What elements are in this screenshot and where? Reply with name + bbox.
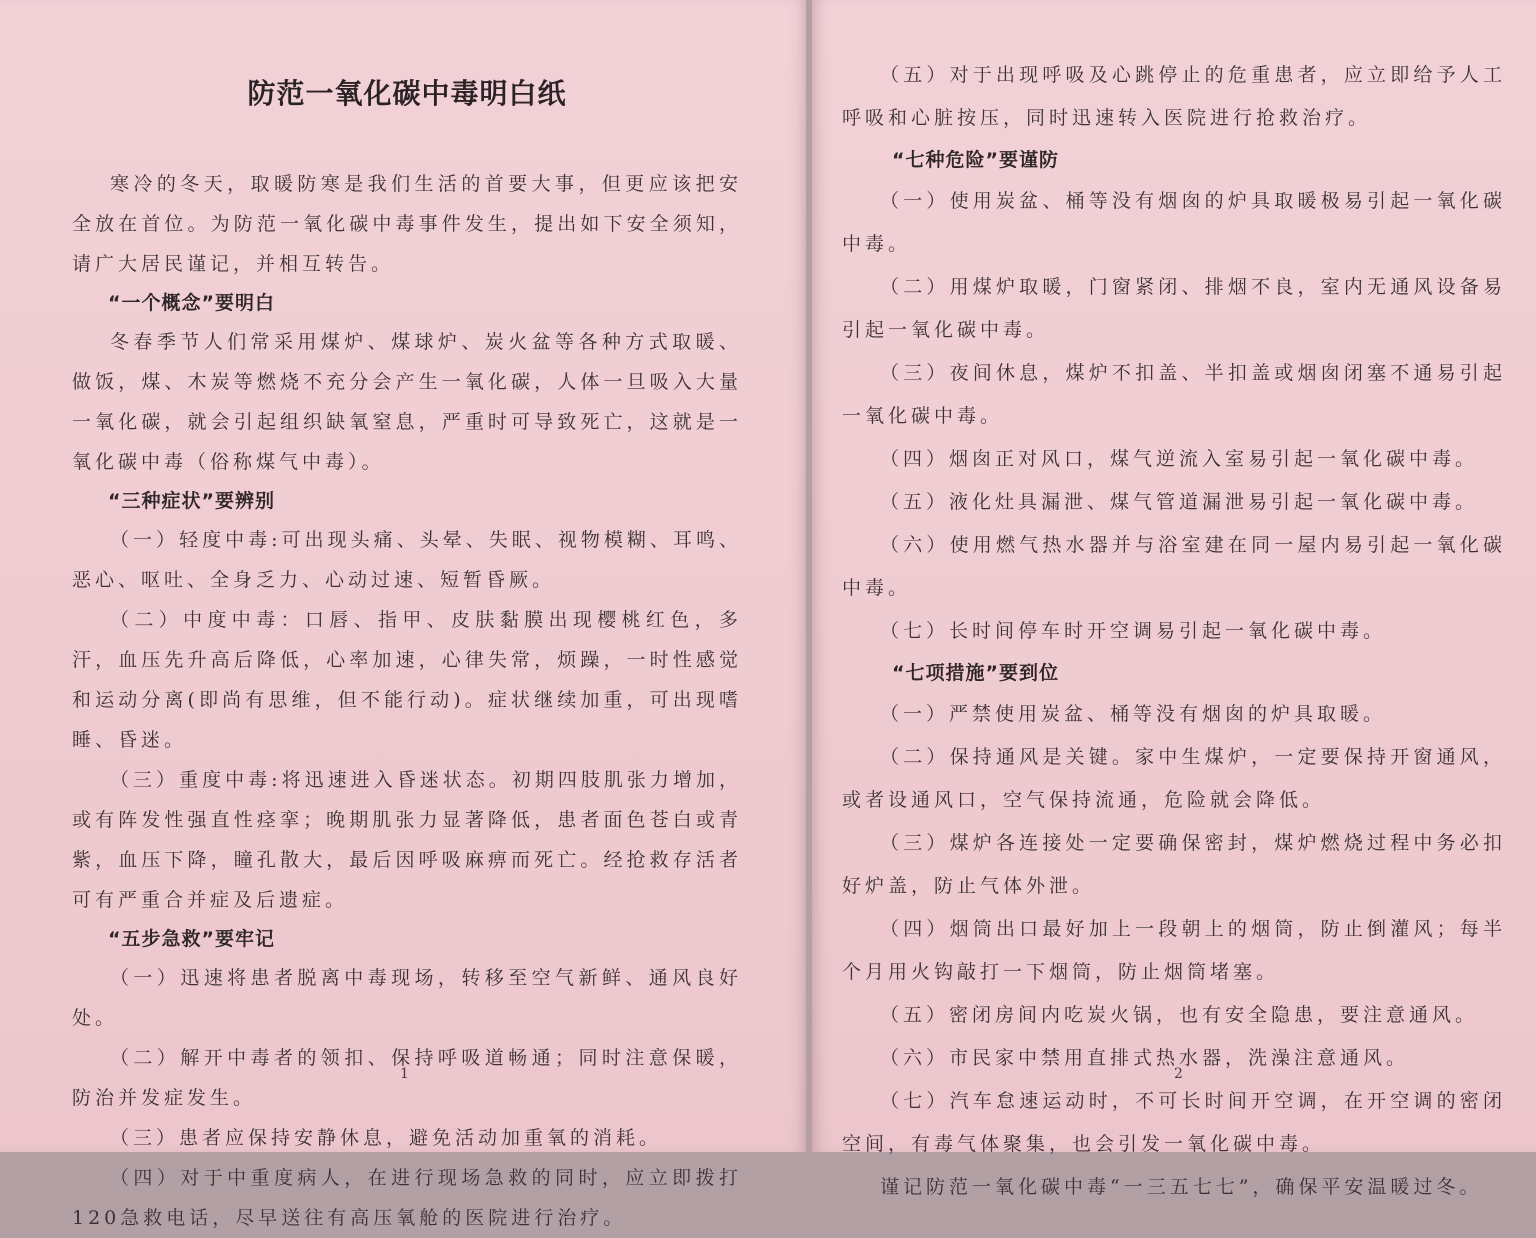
measure-item-6: （六）市民家中禁用直排式热水器，洗澡注意通风。 xyxy=(880,1047,1410,1069)
danger-item-4: （四）烟囱正对风口，煤气逆流入室易引起一氧化碳中毒。 xyxy=(880,448,1479,470)
closing-paragraph: 谨记防范一氧化碳中毒“一三五七七”，确保平安温暖过冬。 xyxy=(880,1176,1483,1198)
section-heading-first-aid: “五步急救”要牢记 xyxy=(108,928,275,950)
danger-item-6: （六）使用燃气热水器并与浴室建在同一屋内易引起一氧化碳中毒。 xyxy=(842,534,1506,599)
first-aid-step-2: （二）解开中毒者的领扣、保持呼吸道畅通；同时注意保暖，防治并发症发生。 xyxy=(72,1047,742,1109)
measure-item-1: （一）严禁使用炭盆、桶等没有烟囱的炉具取暖。 xyxy=(880,703,1387,725)
measure-item-5: （五）密闭房间内吃炭火锅，也有安全隐患，要注意通风。 xyxy=(880,1004,1479,1026)
measure-item-2: （二）保持通风是关键。家中生煤炉，一定要保持开窗通风，或者设通风口，空气保持流通，危险就会降低。 xyxy=(842,746,1506,811)
right-page xyxy=(812,0,1536,1198)
symptom-mild: （一）轻度中毒:可出现头痛、头晕、失眠、视物模糊、耳鸣、恶心、呕吐、全身乏力、心动过速、短暂昏厥。 xyxy=(72,529,742,591)
danger-item-2: （二）用煤炉取暖，门窗紧闭、排烟不良，室内无通风设备易引起一氧化碳中毒。 xyxy=(842,276,1506,341)
section-heading-concept: “一个概念”要明白 xyxy=(108,292,275,314)
measure-item-7: （七）汽车怠速运动时，不可长时间开空调，在开空调的密闭空间，有毒气体聚集，也会引发一氧化碳中毒。 xyxy=(842,1090,1506,1155)
section-heading-measures: “七项措施”要到位 xyxy=(892,662,1059,684)
danger-item-5: （五）液化灶具漏泄、煤气管道漏泄易引起一氧化碳中毒。 xyxy=(880,491,1479,513)
intro-paragraph: 寒冷的冬天，取暖防寒是我们生活的首要大事，但更应该把安全放在首位。为防范一氧化碳中毒事件发生，提出如下安全须知，请广大居民谨记，并相互转告。 xyxy=(72,173,742,275)
document-title: 防范一氧化碳中毒明白纸 xyxy=(247,77,567,110)
first-aid-step-4: （四）对于中重度病人，在进行现场急救的同时，应立即拨打120急救电话，尽早送往有高压氧舱的医院进行治疗。 xyxy=(72,1167,742,1229)
first-aid-step-1: （一）迅速将患者脱离中毒现场，转移至空气新鲜、通风良好处。 xyxy=(72,967,742,1029)
section-heading-dangers: “七种危险”要谨防 xyxy=(892,149,1059,171)
page-number: 1 xyxy=(400,1066,409,1082)
concept-paragraph: 冬春季节人们常采用煤炉、煤球炉、炭火盆等各种方式取暖、做饭，煤、木炭等燃烧不充分会产生一氧化碳，人体一旦吸入大量一氧化碳，就会引起组织缺氧窒息，严重时可导致死亡，这就是一氧化碳中毒（俗称煤气中毒）。 xyxy=(72,331,742,473)
danger-item-7: （七）长时间停车时开空调易引起一氧化碳中毒。 xyxy=(880,620,1387,642)
measure-item-3: （三）煤炉各连接处一定要确保密封，煤炉燃烧过程中务必扣好炉盖，防止气体外泄。 xyxy=(842,832,1506,897)
symptom-severe: （三）重度中毒:将迅速进入昏迷状态。初期四肢肌张力增加，或有阵发性强直性痉挛；晚期肌张力显著降低，患者面色苍白或青紫，血压下降，瞳孔散大，最后因呼吸麻痹而死亡。经抢救存活者可有严重合并症及后遗症。 xyxy=(72,769,742,911)
danger-item-3: （三）夜间休息，煤炉不扣盖、半扣盖或烟囱闭塞不通易引起一氧化碳中毒。 xyxy=(842,362,1506,427)
symptom-moderate: （二）中度中毒：口唇、指甲、皮肤黏膜出现樱桃红色，多汗，血压先升高后降低，心率加速，心律失常，烦躁，一时性感觉和运动分离(即尚有思维，但不能行动)。症状继续加重，可出现嗜睡、昏迷。 xyxy=(72,609,742,751)
page-number: 2 xyxy=(1174,1066,1183,1082)
danger-item-1: （一）使用炭盆、桶等没有烟囱的炉具取暖极易引起一氧化碳中毒。 xyxy=(842,190,1506,255)
first-aid-step-3: （三）患者应保持安静休息，避免活动加重氧的消耗。 xyxy=(110,1127,663,1149)
first-aid-step-5: （五）对于出现呼吸及心跳停止的危重患者，应立即给予人工呼吸和心脏按压，同时迅速转入医院进行抢救治疗。 xyxy=(842,64,1506,129)
section-heading-symptoms: “三种症状”要辨别 xyxy=(108,490,275,512)
measure-item-4: （四）烟筒出口最好加上一段朝上的烟筒，防止倒灌风；每半个月用火钩敲打一下烟筒，防止烟筒堵塞。 xyxy=(842,918,1506,983)
